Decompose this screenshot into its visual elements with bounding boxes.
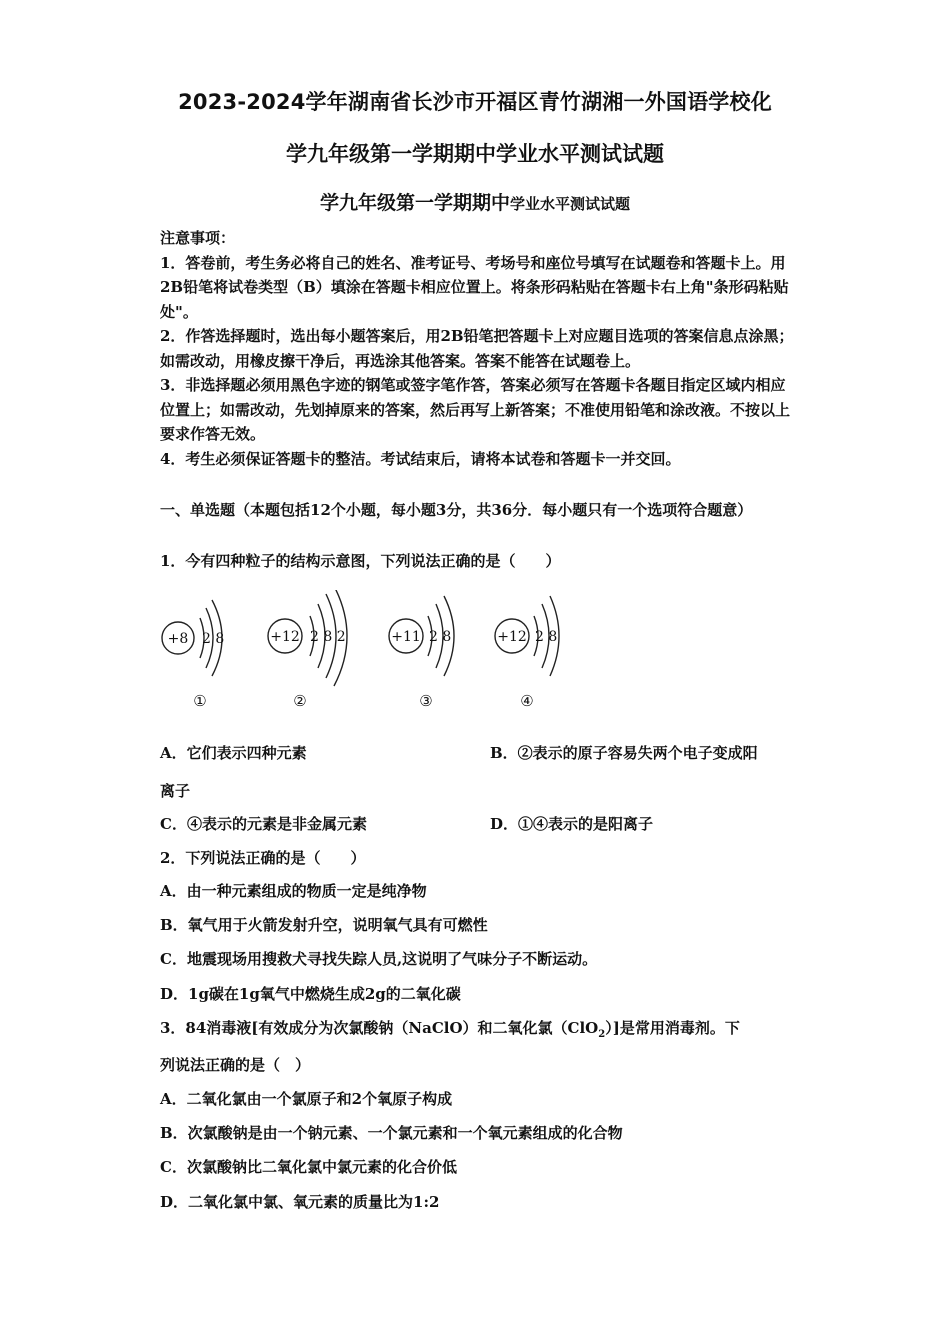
doc-title-line2: 学九年级第一学期期中学业水平测试试题: [286, 142, 664, 166]
notice-item-2: 2．作答选择题时，选出每小题答案后，用2B铅笔把答题卡上对应题目选项的答案信息点涂黑；如需改动，用橡皮擦干净后，再选涂其他答案。答案不能答在试题卷上。: [160, 327, 794, 370]
doc-title-line3: [0, 188, 950, 215]
q3-stem-subscript: 2: [598, 1029, 606, 1040]
particle-4-label: ④: [520, 692, 534, 710]
particle-4-nucleus: +12: [497, 629, 527, 645]
q2-stem: 2．下列说法正确的是（ ）: [160, 849, 366, 867]
q3-stem: [160, 1017, 740, 1040]
particle-2-shells: 2 8 2: [310, 629, 346, 645]
q1-option-a: A．它们表示四种元素: [160, 744, 307, 762]
q1-structure-diagram: [150, 590, 570, 715]
notice-item-3: 3．非选择题必须用黑色字迹的钢笔或签字笔作答，答案必须写在答题卡各题目指定区域内相应位置上；如需改动，先划掉原来的答案，然后再写上新答案；不准使用铅笔和涂改液。不按以上要求作答无效。: [160, 376, 791, 443]
particle-1-label: ①: [193, 692, 207, 710]
q1-stem: 1．今有四种粒子的结构示意图，下列说法正确的是（ ）: [160, 552, 561, 570]
q2-option-d: D．1g碳在1g氧气中燃烧生成2g的二氧化碳: [160, 985, 461, 1003]
q3-option-c: C．次氯酸钠比二氧化氯中氯元素的化合价低: [160, 1158, 457, 1176]
q3-option-a: A．二氧化氯由一个氯原子和2个氧原子构成: [160, 1090, 453, 1108]
particle-2-nucleus: +12: [270, 629, 300, 645]
q3-option-b: B．次氯酸钠是由一个钠元素、一个氯元素和一个氧元素组成的化合物: [160, 1124, 623, 1142]
q3-stem-part1: 3．84消毒液[有效成分为次氯酸钠（NaClO）和二氧化氯（ClO: [160, 1019, 599, 1037]
q3-stem-part2: ）]是常用消毒剂。下: [605, 1019, 740, 1037]
notice-item-1: 1．答卷前，考生务必将自己的姓名、准考证号、考场号和座位号填写在试题卷和答题卡上。用2B铅笔将试卷类型（B）填涂在答题卡相应位置上。将条形码粘贴在答题卡右上角"条形码粘贴处"。: [160, 253, 789, 321]
section1-heading: 一、单选题（本题包括12个小题，每小题3分，共36分．每小题只有一个选项符合题意）: [160, 501, 753, 519]
q2-option-b: B．氧气用于火箭发射升空，说明氧气具有可燃性: [160, 916, 488, 934]
particle-3-label: ③: [419, 692, 433, 710]
doc-title-line3-small: 学业水平测试试题: [510, 195, 631, 213]
q1-option-b: B．②表示的原子容易失两个电子变成阳: [490, 744, 758, 762]
particle-4-shells: 2 8: [535, 629, 558, 645]
particle-2-label: ②: [293, 692, 307, 710]
q1-option-c: C．④表示的元素是非金属元素: [160, 815, 367, 833]
q2-option-a: A．由一种元素组成的物质一定是纯净物: [160, 882, 427, 900]
notice-heading: 注意事项：: [160, 229, 236, 247]
q3-stem-line2: 列说法正确的是（ ）: [160, 1056, 311, 1074]
q3-option-d: D．二氧化氯中氯、氧元素的质量比为1:2: [160, 1193, 440, 1211]
notice-item-4: 4．考生必须保证答题卡的整洁。考试结束后，请将本试卷和答题卡一并交回。: [160, 449, 681, 468]
q1-option-b-cont: 离子: [160, 782, 191, 800]
q1-option-d: D．①④表示的是阳离子: [490, 815, 654, 833]
doc-title-line3-big: 学九年级第一学期期中: [319, 192, 510, 214]
notice-section: [160, 226, 795, 471]
q2-option-c: C．地震现场用搜救犬寻找失踪人员,这说明了气味分子不断运动。: [160, 950, 598, 968]
particle-3-nucleus: +11: [391, 629, 421, 645]
doc-title-line1: 2023-2024学年湖南省长沙市开福区青竹湖湘一外国语学校化: [178, 90, 772, 114]
particle-1-shells: 2 8: [202, 631, 225, 647]
particle-1-nucleus: +8: [167, 631, 189, 647]
particle-3-shells: 2 8: [429, 629, 452, 645]
